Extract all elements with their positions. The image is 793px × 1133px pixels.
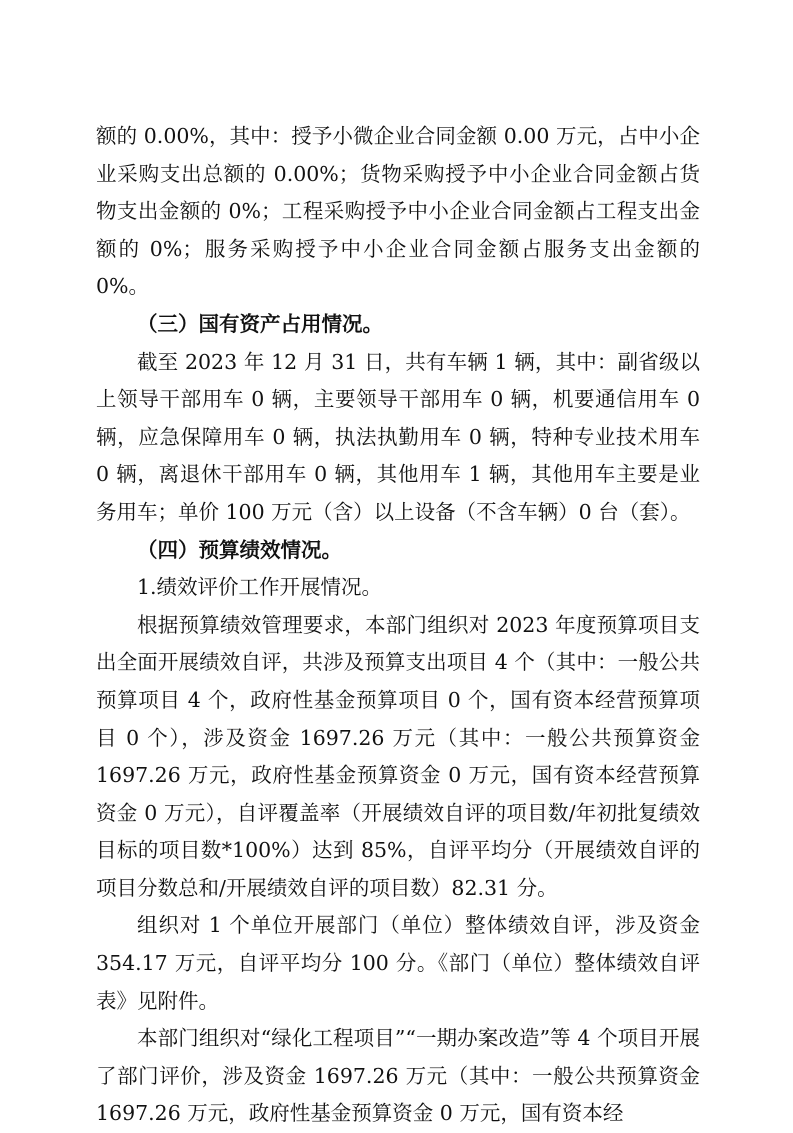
document-page: [96, 118, 700, 1133]
paragraph-vehicles: 截至 2023 年 12 月 31 日，共有车辆 1 辆，其中：副省级以上领导干部用车 0 辆，主要领导干部用车 0 辆，机要通信用车 0 辆，应急保障用车 0 辆，执法执勤用车 0 辆，特种专业技术用车 0 辆，离退休干部用车 0 辆，其他用车 1 辆，其他用车主要是业务用车；单价 100 万元（含）以上设备（不含车辆）0 台（套）。: [96, 349, 700, 524]
section-heading-budget-performance: （四）预算绩效情况。: [137, 537, 342, 562]
paragraph-procurement-continued: 额的 0.00%，其中：授予小微企业合同金额 0.00 万元，占中小企业采购支出总额的 0.00%；货物采购授予中小企业合同金额占货物支出金额的 0%；工程采购授予中小企业合同金额占工程支出金额的 0%；服务采购授予中小企业合同金额占服务支出金额的 0%。: [96, 124, 700, 299]
paragraph-unit-evaluation: 组织对 1 个单位开展部门（单位）整体绩效自评，涉及资金 354.17 万元，自评平均分 100 分。《部门（单位）整体绩效自评表》见附件。: [96, 913, 700, 1013]
paragraph-self-evaluation: 根据预算绩效管理要求，本部门组织对 2023 年度预算项目支出全面开展绩效自评，共涉及预算支出项目 4 个（其中：一般公共预算项目 4 个，政府性基金预算项目 0 个，国有资本经营预算项目 0 个），涉及资金 1697.26 万元（其中：一般公共预算资金 1697.26 万元，政府性基金预算资金 0 万元，国有资本经营预算资金 0 万元），自评覆盖率（开展绩效自评的项目数/年初批复绩效目标的项目数*100%）达到 85%，自评平均分（开展绩效自评的项目分数总和/开展绩效自评的项目数）82.31 分。: [96, 612, 700, 900]
paragraph-department-evaluation: 本部门组织对“绿化工程项目”“一期办案改造”等 4 个项目开展了部门评价，涉及资金 1697.26 万元（其中：一般公共预算资金 1697.26 万元，政府性基金预算资金 0 万元，国有资本经: [96, 1026, 700, 1126]
subheading-evaluation-work: 1.绩效评价工作开展情况。: [137, 575, 383, 600]
section-heading-state-assets: （三）国有资产占用情况。: [137, 311, 383, 336]
